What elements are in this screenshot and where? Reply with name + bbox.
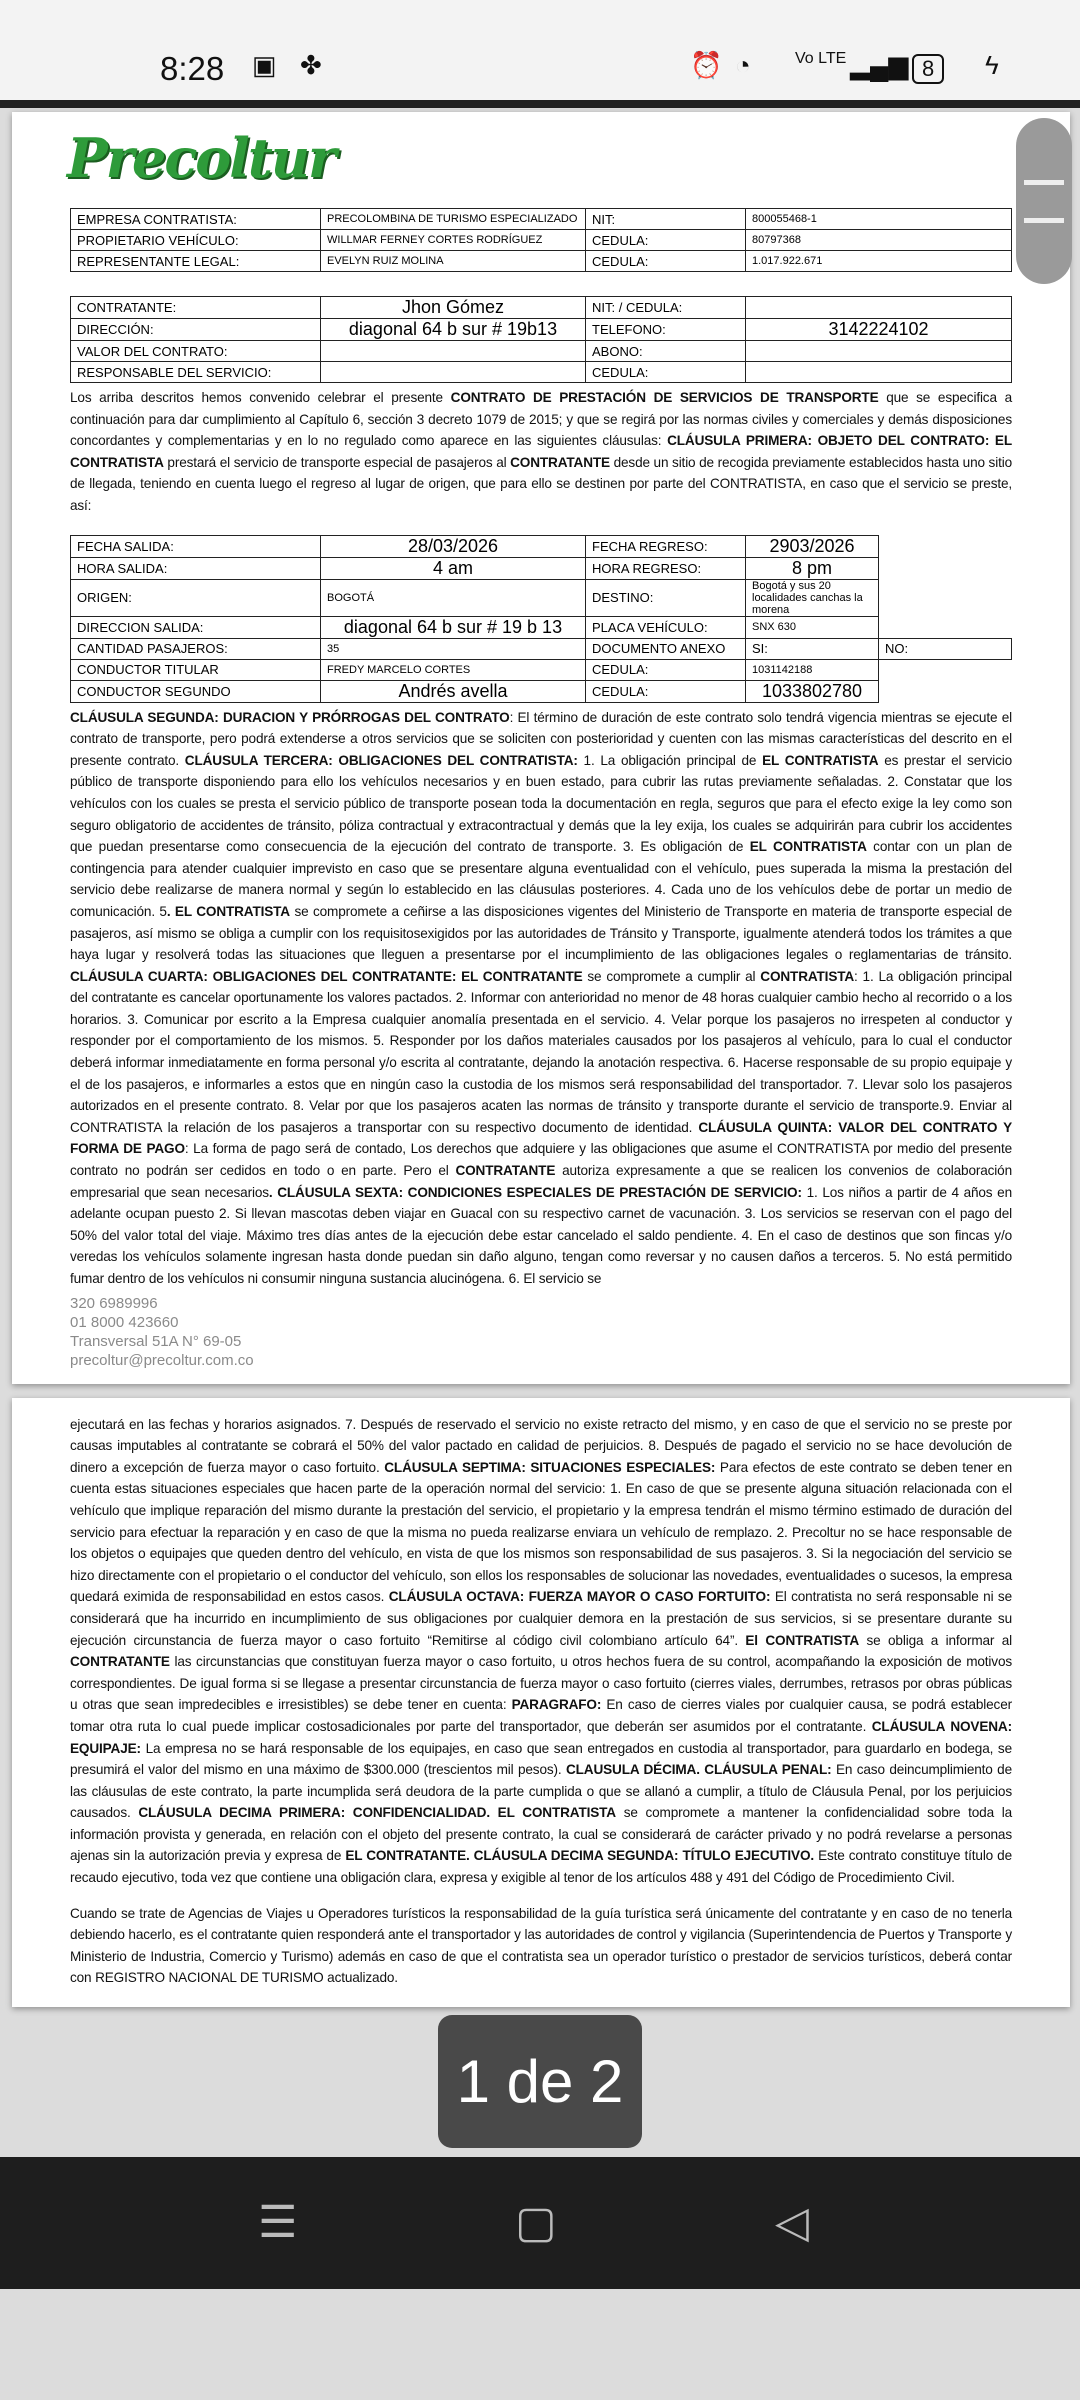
table-row (71, 680, 1012, 702)
intro-paragraph (70, 387, 1012, 517)
field-label: NO: (879, 638, 1012, 659)
field-label: PROPIETARIO VEHÍCULO: (71, 230, 321, 251)
table-row (71, 209, 1012, 230)
field-value: WILLMAR FERNEY CORTES RODRÍGUEZ (321, 230, 586, 251)
field-label: CEDULA: (586, 680, 746, 702)
table-row (71, 251, 1012, 272)
field-value: BOGOTÁ (321, 579, 586, 616)
field-value: diagonal 64 b sur # 19b13 (321, 319, 586, 341)
field-value: 1031142188 (746, 659, 879, 680)
contact-email: precoltur@precoltur.com.co (70, 1351, 254, 1369)
field-value: 2903/2026 (746, 535, 879, 557)
field-label: DIRECCION SALIDA: (71, 616, 321, 638)
text-segment: 1. La obligación principal de (577, 752, 763, 768)
field-label: CEDULA: (586, 251, 746, 272)
field-label: FECHA SALIDA: (71, 535, 321, 557)
text-segment: CONTRATANTE (70, 1654, 170, 1670)
charging-icon: ϟ (985, 50, 999, 80)
field-label: DESTINO: (586, 579, 746, 616)
text-segment: 1. Los niños a partir de 4 años en adelante ocupan puesto 2. Si llevan mascotas deben viajar en Guacal con su respectivo carnet de vacunación. 3. Los servicios se reservan con el pago del 50% del valor total del viaje. Máximo tres días antes de la ejecución debe estar cancelado el saldo pendiente. 4. En el caso de destinos que son fincas y/o veredas los vehículos solamente ingresan hasta donde puedan sin daño alguno, tengan como reversar y no causen daños a terceros. 5. No está permitido fumar dentro de los vehículos ni consumir ninguna sustancia alucinógena. 6. El servicio se (70, 1184, 1012, 1286)
clauses-paragraph-continued (70, 1414, 1012, 1889)
clauses-paragraph (70, 707, 1012, 1290)
precoltur-logo: Precoltur (67, 126, 335, 190)
field-value: Bogotá y sus 20 localidades canchas la morena (746, 579, 879, 616)
text-segment: prestará el servicio de transporte especial de pasajeros al (163, 454, 511, 470)
field-label: REPRESENTANTE LEGAL: (71, 251, 321, 272)
text-segment: . EL CONTRATISTA (166, 903, 290, 919)
text-segment: CLAUSULA DÉCIMA. CLÁUSULA PENAL: (565, 1762, 832, 1778)
field-value: 8 pm (746, 557, 879, 579)
text-segment: La empresa no se hará responsable de los equipajes, en caso que sean entregados en custodia al transportador, para guardarlo en bodega, se presumirá el valor del mismo en una máximo de $300.000 (trescientos mil pesos). (70, 1740, 1012, 1778)
signal-icon: ▂▄▆ (850, 50, 909, 80)
text-segment: EL CONTRATANTE. CLÁUSULA DECIMA SEGUNDA: TÍTULO EJECUTIVO. (345, 1848, 815, 1864)
field-value (321, 362, 586, 383)
contact-toll-free: 01 8000 423660 (70, 1313, 179, 1331)
text-segment: . CLÁUSULA SEXTA: CONDICIONES ESPECIALES DE PRESTACIÓN DE SERVICIO: (268, 1184, 802, 1200)
back-icon[interactable]: ◁ (775, 2198, 809, 2248)
text-segment: El contratista no será responsable ni se considerará que ha incurrido en incumplimiento de sus obligaciones por cualquier demora en la prestación de sus servicios, si se presentare durante su ejecución circunstancia de fuerza mayor o caso fortuito “Remitirse al código civil colombiano artículo 64”. (70, 1589, 1012, 1648)
table-row (71, 319, 1012, 341)
text-segment: PARAGRAFO: (511, 1697, 602, 1713)
field-label: HORA REGRESO: (586, 557, 746, 579)
trip-table (70, 535, 1012, 703)
text-segment: En caso deincumplimiento de las cláusulas de este contrato, la parte incumplida será deudora de la parte cumplida o que se allanó a cumplir, a título de Cláusula Penal, por los perjuicios causados. (70, 1762, 1012, 1821)
text-segment: ejecutará en las fechas y horarios asignados. 7. Después de reservado el servicio no existe retracto del mismo, y en caso de que el servicio no se preste por causas imputables al contratante se cobrará el 50% del valor pactado en calidad de perjuicios. 8. Después de pagado el servicio no se hace devolución de dinero a excepción de fuerza mayor o caso fortuito. (70, 1416, 1012, 1475)
table-row (71, 659, 1012, 680)
table-row (71, 362, 1012, 383)
field-label: NIT: / CEDULA: (586, 297, 746, 319)
text-segment: CONTRATO DE PRESTACIÓN DE SERVICIOS DE TRANSPORTE (450, 390, 879, 405)
text-segment: desde un sitio de recogida previamente establecidos hasta uno sitio de llegada, teniendo en cuenta luego el regreso al lugar de origen, que para ello se destinen por parte del CONTRATISTA, en caso que el servicio se preste, así: (70, 454, 1012, 513)
field-label: HORA SALIDA: (71, 557, 321, 579)
field-value: PRECOLOMBINA DE TURISMO ESPECIALIZADO (321, 209, 586, 230)
field-value: SNX 630 (746, 616, 879, 638)
text-segment: EL CONTRATISTA (762, 752, 879, 768)
field-value: Andrés avella (321, 680, 586, 702)
field-label: NIT: (586, 209, 746, 230)
contact-phone: 320 6989996 (70, 1294, 158, 1312)
field-value: diagonal 64 b sur # 19 b 13 (321, 616, 586, 638)
field-value: EVELYN RUIZ MOLINA (321, 251, 586, 272)
page-indicator: 1 de 2 (438, 2015, 642, 2148)
company-table (70, 208, 1012, 272)
app-notification-icon: ▣ (252, 50, 277, 80)
status-bar (0, 0, 1080, 100)
field-value: 3142224102 (746, 319, 1012, 341)
text-segment: Los arriba descritos hemos convenido celebrar el presente (70, 390, 451, 405)
text-segment: EL CONTRATISTA (749, 839, 867, 855)
field-value: FREDY MARCELO CORTES (321, 659, 586, 680)
text-segment: En caso de cierres viales por cualquier causa, se podrá establecer tomar otra ruta lo cual puede implicar costosadicionales por parte del transportador, que deberán ser asumidos por el contratante. (70, 1697, 1012, 1734)
field-label: RESPONSABLE DEL SERVICIO: (71, 362, 321, 383)
field-label: CONDUCTOR SEGUNDO (71, 680, 321, 702)
field-value: 28/03/2026 (321, 535, 586, 557)
client-table (70, 296, 1012, 383)
text-segment: contar con un plan de contingencia para atender cualquier imprevisto en caso que se presentare alguna eventualidad con el vehículo, pues superada la misma la prestación del servicio debe realizarse de manera normal y según lo establecido en las cláusulas posteriores. 4. Cada uno de los vehículos debe de portar un medio de comunicación. 5 (70, 839, 1012, 919)
text-segment: CLÁUSULA NOVENA: EQUIPAJE: (70, 1718, 1012, 1756)
table-row (71, 579, 1012, 616)
field-value: 4 am (321, 557, 586, 579)
text-segment: CONTRATANTE (455, 1163, 556, 1179)
text-segment: CLÁUSULA QUINTA: VALOR DEL CONTRATO Y FORMA DE PAGO (70, 1119, 1012, 1157)
fast-scroll-handle[interactable] (1016, 118, 1072, 284)
field-value (746, 362, 1012, 383)
field-label: DOCUMENTO ANEXO (586, 638, 746, 659)
text-segment: se compromete a mantener la confidencialidad sobre toda la información provista y generada, en relación con el objeto del presente contrato, la cual se considerará de carácter privado y no podrá revelarse a personas ajenas sin la autorización previa y expresa de (70, 1805, 1012, 1864)
field-value: 80797368 (746, 230, 1012, 251)
field-value (321, 341, 586, 362)
table-row (71, 230, 1012, 251)
clock: 8:28 (160, 50, 225, 87)
field-label: CEDULA: (586, 230, 746, 251)
text-segment: autoriza expresamente a que se realicen los convenios de colaboración empresarial que sean necesarios (70, 1163, 1012, 1200)
contact-address: Transversal 51A N° 69-05 (70, 1332, 242, 1350)
page-indicator-area (0, 2007, 1080, 2157)
text-segment: que se especifica a continuación para dar cumplimiento al Capítulo 6, sección 3 decreto 1079 de 2015; y que se regirá por las normas civiles y comerciales y demás disposiciones concordantes y complementarias y en lo no regulado como aparece en las siguientes cláusulas: (70, 390, 1012, 449)
text-segment: CLÁUSULA DECIMA PRIMERA: CONFIDENCIALIDAD. EL CONTRATISTA (138, 1805, 616, 1821)
field-label: CANTIDAD PASAJEROS: (71, 638, 321, 659)
field-label: FECHA REGRESO: (586, 535, 746, 557)
wifi-icon: ◔ (735, 50, 751, 80)
text-segment: es prestar el servicio público de transporte disponiendo para ello los vehículos necesarios y en buen estado, para cubrir las rutas previamente señaladas. 2. Constatar que los vehículos con los cuales se presta el servicio público de transporte posean toda la documentación en regla, seguros que para el efecto exige la ley como son seguro obligatorio de accidentes de tránsito, póliza contractual y extracontractual y demás que la ley exija, los cuales se adquirirán para cubrir los accidentes que puedan presentarse como consecuencia de la ejecución del contrato de transporte. 3. Es obligación de (70, 752, 1013, 855)
field-label: ABONO: (586, 341, 746, 362)
text-segment: : La forma de pago será de contado, Los derechos que adquiere y las obligaciones que asume el CONTRATISTA por medio del presente contrato no podrán ser cedidos en todo o en parte. Pero el (70, 1141, 1012, 1179)
text-segment: se compromete a cumplir al (582, 968, 761, 984)
text-segment: se obliga a informar al (859, 1632, 1013, 1648)
home-icon[interactable]: ▢ (515, 2198, 557, 2248)
viewer-toolbar (0, 100, 1080, 108)
field-label: DIRECCIÓN: (71, 319, 321, 341)
text-segment: CONTRATANTE (510, 454, 610, 470)
field-value: 1.017.922.671 (746, 251, 1012, 272)
navigation-bar (0, 2157, 1080, 2289)
text-segment: CLÁUSULA SEPTIMA: SITUACIONES ESPECIALES: (384, 1459, 716, 1475)
text-segment: CLÁUSULA CUARTA: OBLIGACIONES DEL CONTRATANTE: EL CONTRATANTE (70, 968, 583, 984)
text-segment: Este contrato constituye título de recaudo ejecutivo, toda vez que contiene una obligación clara, expresa y exigible al tenor de los artículos 488 y 491 del Código de Procedimiento Civil. (70, 1848, 1012, 1886)
table-row (71, 535, 1012, 557)
text-segment: CLÁUSULA SEGUNDA: DURACION Y PRÓRROGAS DEL CONTRATO (70, 709, 510, 725)
field-value: SI: (746, 638, 879, 659)
text-segment: : 1. La obligación principal del contratante es cancelar oportunamente los valores pactados. 2. Informar con anterioridad no menor de 48 horas cualquier cambio hecho al recorrido o a los horarios. 3. Comunicar por escrito a la Empresa cualquier anomalía presentada en el servicio. 4. Velar porque los pasajeros no irrespeten al conductor y responder por el comportamiento de los mismos. 5. Responder por los daños materiales causados por los pasajeros al vehículo, para lo cual el conductor deberá informar inmediatamente en forma personal y/o escrita al contratante, dejando la anotación respectiva. 6. Hacerse responsable de su propio equipaje y el de los pasajeros, e informarles a estos que en ningún caso la custodia de los mismos será responsabilidad del transportador. 7. Llevar solo los pasajeros autorizados en el presente contrato. 8. Velar por que los pasajeros acaten las normas de tránsito y transporte durante el servicio de transporte.9. Enviar al CONTRATISTA la relación de los pasajeros a transportar con su respectivo documento de identidad. (70, 968, 1012, 1135)
field-value: Jhon Gómez (321, 297, 586, 319)
recent-apps-icon[interactable]: ☰ (258, 2198, 298, 2248)
text-segment: Para efectos de este contrato se deben tener en cuenta estas situaciones especiales que hacen parte de la operación normal del servicio: 1. En caso de que se presente alguna situación relacionada con el vehículo que implique reparación del mismo durante la prestación del servicio, el propietario y la empresa tendrán el mismo término estimado de duración del servicio para efectuar la reparación y en caso de que la misma no pueda realizarse enviara un vehículo de remplazo. 2. Precoltur no se hace responsable de los objetos o equipajes que queden dentro del vehículo, en vista de que los mismos son responsabilidad de sus pasajeros. 3. Si la negociación del servicio se hizo directamente con el propietario o el conductor del vehículo, son ellos los responsables de solucionar las novedades, eventualidades o sucesos, la empresa quedará eximida de responsabilidad en estos casos. (70, 1459, 1012, 1605)
field-label: VALOR DEL CONTRATO: (71, 341, 321, 362)
text-segment: se compromete a ceñirse a las disposiciones vigentes del Ministerio de Transporte en materia de transporte especial de pasajeros, así mismo se obliga a cumplir con los requisitosexigidos por las autoridades de Tránsito y Transporte, igualmente atenderá todos los trámites a que haya lugar y resolverá todas las situaciones que lleguen a presentarse por el incumplimiento de las obligaciones legales o reglamentarias de tránsito. (70, 903, 1012, 963)
volte-icon: Vo LTE (795, 50, 847, 67)
battery-icon: 8 (912, 54, 944, 84)
pinwheel-icon: ✤ (300, 50, 322, 80)
field-label: CEDULA: (586, 362, 746, 383)
field-label: ORIGEN: (71, 579, 321, 616)
field-value (746, 341, 1012, 362)
text-segment: El CONTRATISTA (745, 1632, 860, 1648)
text-segment: CONTRATISTA (760, 968, 855, 984)
agencies-paragraph (70, 1903, 1012, 1989)
table-row (71, 341, 1012, 362)
table-row (71, 638, 1012, 659)
field-label: CONDUCTOR TITULAR (71, 659, 321, 680)
field-value: 800055468-1 (746, 209, 1012, 230)
field-value: 1033802780 (746, 680, 879, 702)
text-segment: Cuando se trate de Agencias de Viajes u Operadores turísticos la responsabilidad de la guía turística será únicamente del contratante y en caso de no tenerla debiendo hacerlo, es el contratante quien responderá ante el transportador y las autoridades de control y vigilancia (Superintendencia de Puertos y Transporte y Ministerio de Industria, Comercio y Turismo) además en caso de que el contratista sea un operador turístico o prestador de servicios turísticos, deberá contar con REGISTRO NACIONAL DE TURISMO actualizado. (70, 1905, 1012, 1986)
text-segment: CLÁUSULA OCTAVA: FUERZA MAYOR O CASO FORTUITO: (388, 1589, 771, 1605)
table-row (71, 557, 1012, 579)
field-label: EMPRESA CONTRATISTA: (71, 209, 321, 230)
table-row (71, 616, 1012, 638)
document-page-2 (12, 1398, 1070, 2007)
field-value: 35 (321, 638, 586, 659)
text-segment: las circunstancias que constituyan fuerza mayor o caso fortuito, u otros hechos fuera de su control, acompañando la exposición de motivos correspondientes. De igual forma si se llegase a presentar circunstancia de fuerza mayor o caso fortuito (cierres viales, derrumbes, retrasos por obras públicas u otras que sean impredecibles e irresistibles) se debe tener en cuenta: (70, 1654, 1012, 1713)
table-row (71, 297, 1012, 319)
text-segment: CLÁUSULA PRIMERA: OBJETO DEL CONTRATO: EL CONTRATISTA (70, 433, 1012, 470)
field-label: TELEFONO: (586, 319, 746, 341)
field-value (746, 297, 1012, 319)
text-segment: CLÁUSULA TERCERA: OBLIGACIONES DEL CONTRATISTA: (184, 752, 578, 768)
text-segment: : El término de duración de este contrato solo tendrá vigencia mientras se ejecute el contrato de transporte, pero podrá extenderse a otros servicios que se soliciten con posterioridad y cuenten con las mismas características del descrito en el presente contrato. (70, 709, 1012, 768)
document-page-1 (12, 112, 1070, 1384)
company-contacts (70, 1294, 1012, 1370)
field-label: PLACA VEHÍCULO: (586, 616, 746, 638)
alarm-icon: ⏰ (690, 50, 723, 80)
field-label: CONTRATANTE: (71, 297, 321, 319)
field-label: CEDULA: (586, 659, 746, 680)
